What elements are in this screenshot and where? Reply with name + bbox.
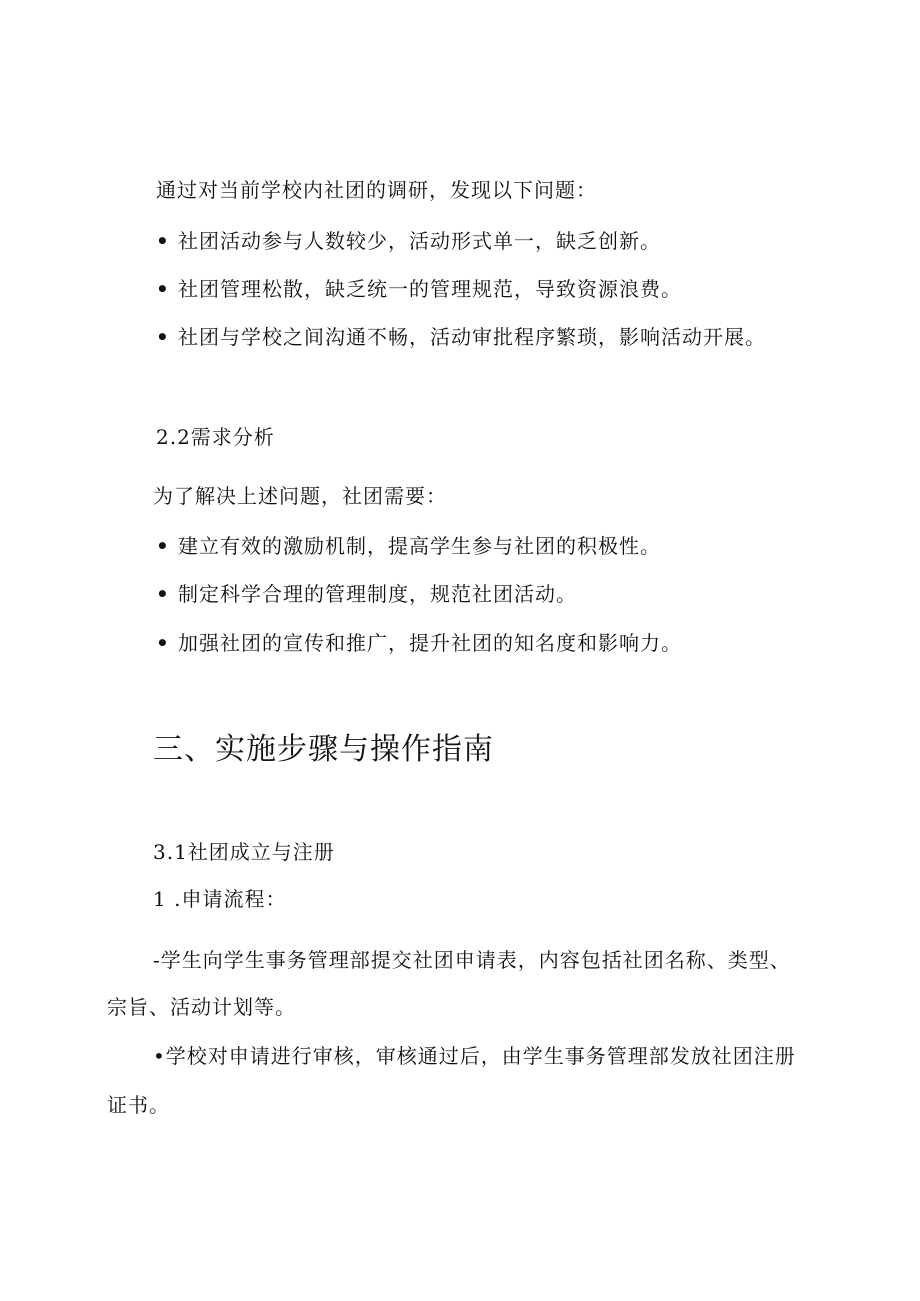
need-item-2-text: 制定科学合理的管理制度，规范社团活动。 — [178, 582, 577, 606]
bullet-icon: • — [156, 631, 170, 655]
bullet-icon: • — [156, 229, 170, 253]
need-item-3-text: 加强社团的宣传和推广，提升社团的知名度和影响力。 — [178, 631, 682, 655]
need-item-1 — [156, 532, 661, 560]
bullet-icon: • — [156, 325, 170, 349]
bullet-icon: • — [156, 277, 170, 301]
problem-item-3-text: 社团与学校之间沟通不畅，活动审批程序繁琐，影响活动开展。 — [178, 325, 766, 349]
bullet-icon: • — [156, 582, 170, 606]
problem-item-2-text: 社团管理松散，缺乏统一的管理规范，导致资源浪费。 — [178, 277, 682, 301]
section-3-heading: 三、实施步骤与操作指南 — [153, 732, 494, 767]
section-3-1-title: 3.1社团成立与注册 — [153, 840, 335, 864]
paragraph-2-line-1: •学校对申请进行审核，审核通过后，由学生事务管理部发放社团注册 — [153, 1044, 796, 1068]
section-2-2-intro: 为了解决上述问题，社团需要： — [153, 484, 447, 508]
need-item-3 — [156, 629, 682, 657]
problem-item-1-text: 社团活动参与人数较少，活动形式单一，缺乏创新。 — [178, 229, 661, 253]
paragraph-1-line-2: 宗旨、活动计划等。 — [107, 995, 296, 1019]
step-1-label: 1 .申请流程： — [153, 887, 287, 911]
section-2-2-title: 2.2需求分析 — [156, 425, 275, 449]
need-item-2 — [156, 580, 577, 608]
section-2-1-intro: 通过对当前学校内社团的调研，发现以下问题： — [156, 178, 597, 202]
need-item-1-text: 建立有效的激励机制，提高学生参与社团的积极性。 — [178, 534, 661, 558]
paragraph-2-line-2: 证书。 — [107, 1093, 170, 1117]
problem-item-1 — [156, 227, 661, 255]
problem-item-2 — [156, 275, 682, 303]
bullet-icon: • — [156, 534, 170, 558]
problem-item-3 — [156, 323, 766, 351]
paragraph-1-line-1: -学生向学生事务管理部提交社团申请表，内容包括社团名称、类型、 — [153, 948, 791, 972]
